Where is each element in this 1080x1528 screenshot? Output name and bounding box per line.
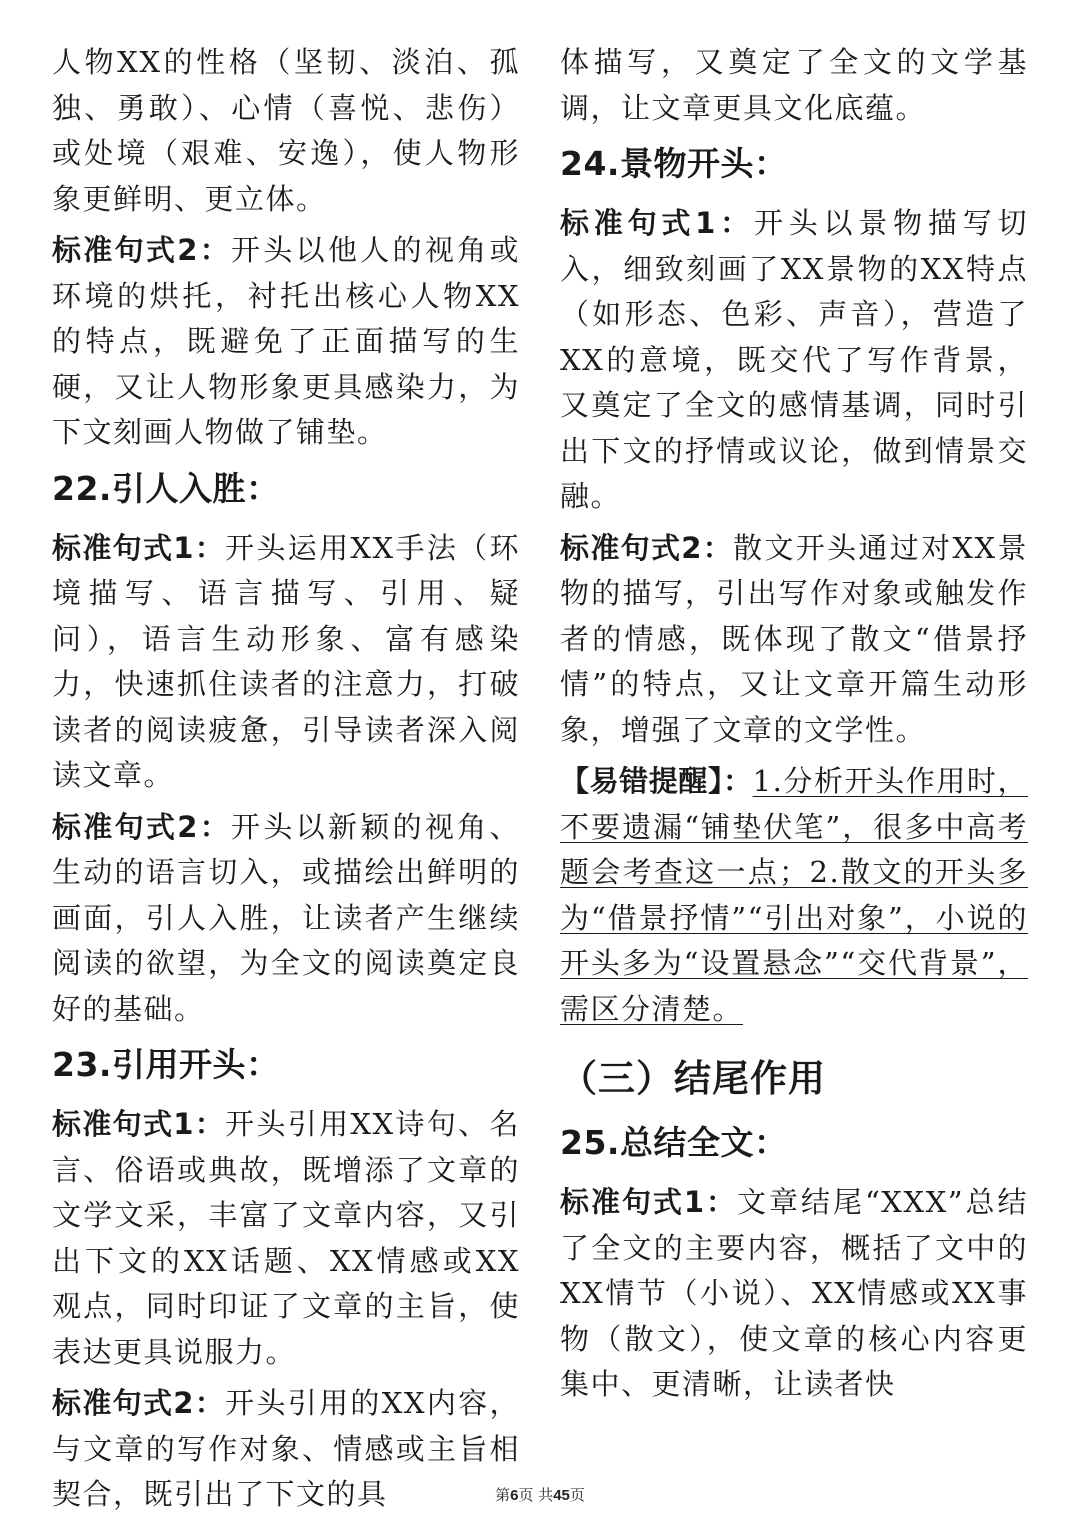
heading-24: 24.景物开头： <box>560 144 788 183</box>
paragraph-text: 人物XX的性格（坚韧、淡泊、孤独、勇敢）、心情（喜悦、悲伤）或处境（艰难、安逸），使人物形象更鲜明、更立体。 <box>52 45 520 216</box>
right-column <box>560 40 1028 1414</box>
paragraph-continued <box>52 40 520 222</box>
sentence-text: 开头以景物描写切入，细致刻画了XX景物的XX特点（如形态、色彩、声音），营造了XX的意境，既交代了写作背景，又奠定了全文的感情基调，同时引出下文的抒情或议论，做到情景交融。 <box>560 206 1028 513</box>
page-footer <box>0 1484 1080 1505</box>
page-total: 45 <box>553 1487 570 1504</box>
sentence-label: 标准句式2： <box>560 530 734 565</box>
sentence-text: 开头引用XX诗句、名言、俗语或典故，既增添了文章的文学文采，丰富了文章内容，又引出下文的XX话题、XX情感或XX观点，同时印证了文章的主旨，使表达更具说服力。 <box>52 1107 520 1369</box>
left-column <box>52 40 520 1524</box>
s24-standard-sentence-1 <box>560 201 1028 520</box>
section-heading-3: （三）结尾作用 <box>560 1057 826 1100</box>
sentence-text: 散文开头通过对XX景物的描写，引出写作对象或触发作者的情感，既体现了散文“借景抒情”的特点，又让文章开篇生动形象，增强了文章的文学性。 <box>560 530 1028 747</box>
sentence-label: 标准句式2： <box>52 1386 226 1420</box>
sentence-label: 标准句式1： <box>52 530 226 565</box>
sentence-label: 标准句式1： <box>52 1107 226 1141</box>
sentence-text: 开头引用的XX内容，与文章的写作对象、情感或主旨相契合，既引出了下文的具 <box>52 1386 520 1511</box>
footer-mid: 页 共 <box>518 1486 554 1504</box>
heading-22: 22.引人入胜： <box>52 468 280 508</box>
sentence-label: 标准句式1： <box>560 206 754 240</box>
sentence-text: 文章结尾“XXX”总结了全文的主要内容，概括了文中的XX情节（小说）、XX情感或XX事物（散文），使文章的核心内容更集中、更清晰，让读者快 <box>560 1185 1028 1401</box>
tip-text: 1.分析开头作用时，不要遗漏“铺垫伏笔”，很多中高考题会考查这一点；2.散文的开头多为“借景抒情”“引出对象”，小说的开头多为“设置悬念”“交代背景”，需区分清楚。 <box>560 764 1028 1026</box>
paragraph-continued <box>560 40 1028 131</box>
standard-sentence-2 <box>52 228 520 456</box>
s25-standard-sentence-1 <box>560 1180 1028 1408</box>
s24-standard-sentence-2 <box>560 526 1028 754</box>
footer-suffix: 页 <box>569 1486 585 1504</box>
s22-standard-sentence-1 <box>52 526 520 799</box>
sentence-text: 开头运用XX手法（环境描写、语言描写、引用、疑问），语言生动形象、富有感染力，快速抓住读者的注意力，打破读者的阅读疲惫，引导读者深入阅读文章。 <box>52 530 520 792</box>
sentence-label: 标准句式2： <box>52 233 232 267</box>
paragraph-text: 体描写，又奠定了全文的文学基调，让文章更具文化底蕴。 <box>560 45 1028 125</box>
tip-label: 【易错提醒】： <box>560 764 753 798</box>
sentence-text: 开头以新颖的视角、生动的语言切入，或描绘出鲜明的画面，引人入胜，让读者产生继续阅读的欲望，为全文的阅读奠定良好的基础。 <box>52 809 520 1026</box>
page-number: 6 <box>510 1487 519 1504</box>
sentence-text: 开头以他人的视角或环境的烘托，衬托出核心人物XX的特点，既避免了正面描写的生硬，又让人物形象更具感染力，为下文刻画人物做了铺垫。 <box>52 233 520 449</box>
footer-prefix: 第 <box>495 1486 511 1504</box>
heading-23: 23.引用开头： <box>52 1045 280 1084</box>
s23-standard-sentence-1 <box>52 1102 520 1375</box>
sentence-label: 标准句式1： <box>560 1185 738 1219</box>
s22-standard-sentence-2 <box>52 805 520 1033</box>
heading-25: 25.总结全文： <box>560 1123 788 1162</box>
sentence-label: 标准句式2： <box>52 809 232 844</box>
error-tip <box>560 759 1028 1032</box>
